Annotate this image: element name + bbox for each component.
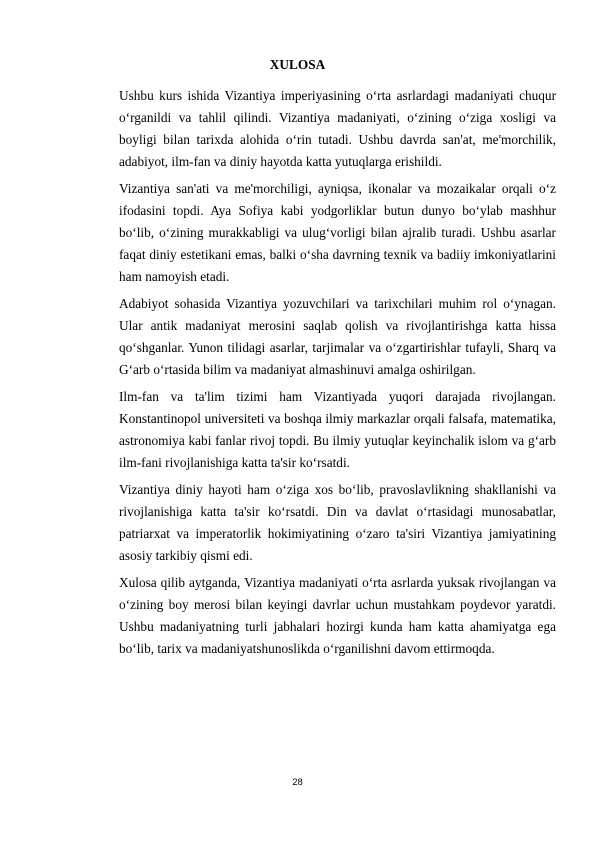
paragraph-2: Vizantiya san'ati va me'morchiligi, ayniqsa, ikonalar va mozaikalar orqali o‘z ifodasini topdi. Aya Sofiya kabi yodgorliklar butun dunyo bo‘ylab mashhur bo‘lib, o‘zining murakkabligi va ulug‘vorligi bilan ajralib turadi. Ushbu asarlar faqat diniy estetikani emas, balki o‘sha davrning texnik va badiiy imkoniyatlarini ham namoyish etadi. (119, 181, 556, 284)
paragraph-1: Ushbu kurs ishida Vizantiya imperiyasining o‘rta asrlardagi madaniyati chuqur o‘rganildi va tahlil qilindi. Vizantiya madaniyati, o‘zining o‘ziga xosligi va boyligi bilan tarixda alohida o‘rin tutadi. Ushbu davrda san'at, me'morchilik, adabiyot, ilm-fan va diniy hayotda katta yutuqlarga erishildi. (119, 88, 556, 169)
paragraph-3: Adabiyot sohasida Vizantiya yozuvchilari va tarixchilari muhim rol o‘ynagan. Ular antik madaniyat merosini saqlab qolish va rivojlantirishga katta hissa qo‘shganlar. Yunon tilidagi asarlar, tarjimalar va o‘zgartirishlar tufayli, Sharq va G‘arb o‘rtasida bilim va madaniyat almashinuvi amalga oshirilgan. (119, 296, 556, 377)
document-body (119, 85, 556, 665)
paragraph-6: Xulosa qilib aytganda, Vizantiya madaniyati o‘rta asrlarda yuksak rivojlangan va o‘zining boy merosi bilan keyingi davrlar uchun mustahkam poydevor yaratdi. Ushbu madaniyatning turli jabhalari hozirgi kunda ham katta ahamiyatga ega bo‘lib, tarix va madaniyatshunoslikda o‘rganilishni davom ettirmoqda. (119, 575, 556, 656)
paragraph-5: Vizantiya diniy hayoti ham o‘ziga xos bo‘lib, pravoslavlikning shakllanishi va rivojlanishiga katta ta'sir ko‘rsatdi. Din va davlat o‘rtasidagi munosabatlar, patriarxat va imperatorlik hokimiyatining o‘zaro ta'siri Vizantiya jamiyatining asosiy tarkibiy qismi edi. (119, 482, 556, 563)
paragraph-4: Ilm-fan va ta'lim tizimi ham Vizantiyada yuqori darajada rivojlangan. Konstantinopol universiteti va boshqa ilmiy markazlar orqali falsafa, matematika, astronomiya kabi fanlar rivoj topdi. Bu ilmiy yutuqlar keyinchalik islom va g‘arb ilm-fani rivojlanishiga katta ta'sir ko‘rsatdi. (119, 389, 556, 470)
page-title: XULOSA (269, 57, 326, 72)
page-number: 28 (292, 777, 303, 788)
